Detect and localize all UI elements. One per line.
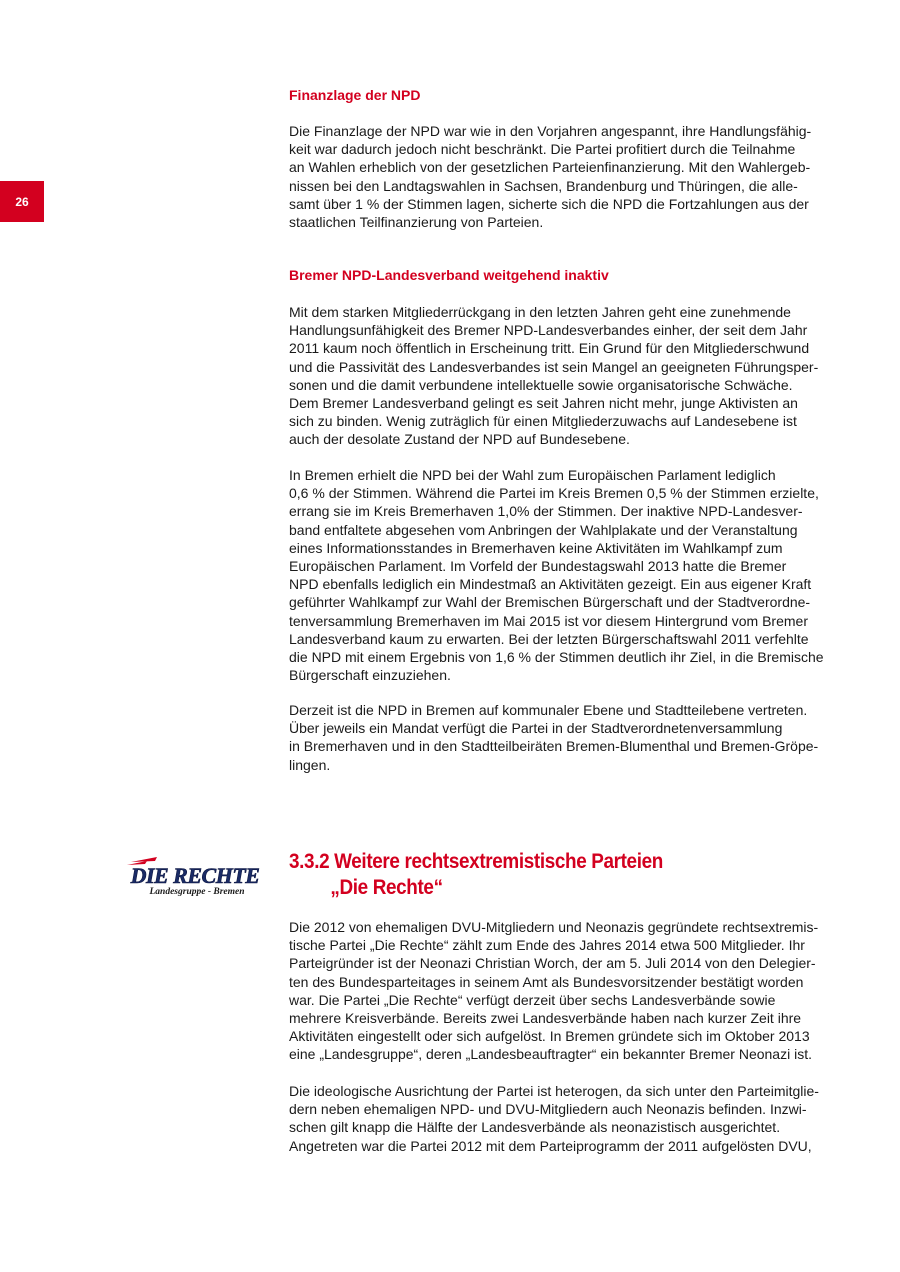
text-line: tenversammlung Bremerhaven im Mai 2015 ist vor diesem Hintergrund vom Bremer xyxy=(289,612,808,629)
logo-subtitle: Landesgruppe - Bremen xyxy=(149,887,245,897)
text-line: 0,6 % der Stimmen. Während die Partei im Kreis Bremen 0,5 % der Stimmen erzielte, xyxy=(289,485,819,502)
text-line: eine „Landesgruppe“, deren „Landesbeauftragter“ ein bekannter Bremer Neonazi ist. xyxy=(289,1046,812,1063)
text-line: errang sie im Kreis Bremerhaven 1,0% der Stimmen. Der inaktive NPD-Landesver- xyxy=(289,503,803,520)
text-line: NPD ebenfalls lediglich ein Mindestmaß an Aktivitäten gezeigt. Ein aus eigener Kraft xyxy=(289,576,812,593)
text-line: in Bremerhaven und in den Stadtteilbeiräten Bremen-Blumenthal und Bremen-Gröpe- xyxy=(289,738,819,755)
section-subtitle: „Die Rechte“ xyxy=(330,876,443,899)
text-line: tische Partei „Die Rechte“ zählt zum Ende des Jahres 2014 etwa 500 Mitglieder. Ihr xyxy=(289,937,805,954)
text-line: keit war dadurch jedoch nicht beschränkt. Die Partei profitiert durch die Teilnahme xyxy=(289,141,796,158)
text-line: Europäischen Parlament. Im Vorfeld der Bundestagswahl 2013 hatte die Bremer xyxy=(289,558,787,575)
text-line: nissen bei den Landtagswahlen in Sachsen, Brandenburg und Thüringen, die alle- xyxy=(289,177,798,194)
logo-title: DIE RECHTE xyxy=(130,863,260,888)
text-line: geführter Wahlkampf zur Wahl der Bremischen Bürgerschaft und der Stadtverordne- xyxy=(289,594,811,611)
text-line: die NPD mit einem Ergebnis von 1,6 % der Stimmen deutlich ihr Ziel, in die Bremische xyxy=(289,649,824,666)
text-line: Die 2012 von ehemaligen DVU-Mitgliedern und Neonazis gegründete rechtsextremis- xyxy=(289,919,819,935)
text-line: Dem Bremer Landesverband gelingt es seit Jahren nicht mehr, junge Aktivisten an xyxy=(289,395,798,412)
heading-bremer-npd: Bremer NPD-Landesverband weitgehend inaktiv xyxy=(289,267,609,283)
page-number: 26 xyxy=(15,194,29,209)
text-line: samt über 1 % der Stimmen lagen, sicherte sich die NPD die Fortzahlungen aus der xyxy=(289,195,809,212)
text-line: lingen. xyxy=(289,756,331,773)
section-title-weitere-parteien xyxy=(289,849,663,901)
paragraph-finanzlage xyxy=(289,122,849,231)
text-line: band entfaltete abgesehen vom Anbringen der Wahlplakate und der Veranstaltung xyxy=(289,521,798,538)
paragraph-die-rechte-1 xyxy=(289,918,849,1064)
die-rechte-logo xyxy=(117,856,273,898)
text-line: mehrere Kreisverbände. Bereits zwei Landesverbände haben nach kurzer Zeit ihre xyxy=(289,1010,802,1027)
text-line: dern neben ehemaligen NPD- und DVU-Mitgliedern auch Neonazis befinden. Inzwi- xyxy=(289,1101,807,1118)
text-line: Angetreten war die Partei 2012 mit dem Parteiprogramm der 2011 aufgelösten DVU, xyxy=(289,1137,812,1154)
text-line: Die ideologische Ausrichtung der Partei ist heterogen, da sich unter den Parteimitglie- xyxy=(289,1083,819,1099)
section-number: 3.3.2 xyxy=(289,850,330,873)
paragraph-bremer-npd-1 xyxy=(289,303,849,449)
text-line: Derzeit ist die NPD in Bremen auf kommunaler Ebene und Stadtteilebene vertreten. xyxy=(289,702,808,718)
text-line: eines Informationsstandes in Bremerhaven keine Aktivitäten im Wahlkampf zum xyxy=(289,539,783,556)
text-line: auch der desolate Zustand der NPD auf Bundesebene. xyxy=(289,431,630,448)
text-line: Landesverband kaum zu erwarten. Bei der letzten Bürgerschaftswahl 2011 verfehlte xyxy=(289,630,809,647)
text-line: Bürgerschaft einzuziehen. xyxy=(289,667,451,684)
page-number-tab xyxy=(0,181,44,222)
text-line: Aktivitäten eingestellt oder sich aufgelöst. In Bremen gründete sich im Oktober 2013 xyxy=(289,1028,810,1045)
text-line: an Wahlen erheblich von der gesetzlichen Parteienfinanzierung. Mit den Wahlergeb- xyxy=(289,159,811,176)
logo-swoosh-red xyxy=(131,857,157,862)
text-line: 2011 kaum noch öffentlich in Erscheinung tritt. Ein Grund für den Mitgliederschwund xyxy=(289,340,810,357)
text-line: sich zu binden. Wenig zuträglich für einen Mitgliederzuwachs auf Landesebene ist xyxy=(289,413,797,430)
text-line: und die Passivität des Landesverbandes ist sein Mangel an geeigneten Führungsper- xyxy=(289,358,819,375)
text-line: schen gilt knapp die Hälfte der Landesverbände als neonazistisch ausgerichtet. xyxy=(289,1119,781,1136)
text-line: In Bremen erhielt die NPD bei der Wahl zum Europäischen Parlament lediglich xyxy=(289,467,776,483)
text-line: war. Die Partei „Die Rechte“ verfügt derzeit über sechs Landesverbände sowie xyxy=(289,991,776,1008)
paragraph-die-rechte-2 xyxy=(289,1082,849,1155)
text-line: Über jeweils ein Mandat verfügt die Partei in der Stadtverordnetenversammlung xyxy=(289,720,783,737)
text-line: Mit dem starken Mitgliederrückgang in den letzten Jahren geht eine zunehmende xyxy=(289,304,791,320)
die-rechte-logo-graphic xyxy=(117,856,273,898)
paragraph-bremer-npd-3 xyxy=(289,701,849,774)
text-line: staatlichen Teilfinanzierung von Parteien. xyxy=(289,214,544,231)
text-line: sonen und die damit verbundene intellektuelle sowie organisatorische Schwäche. xyxy=(289,376,793,393)
paragraph-bremer-npd-2 xyxy=(289,466,849,684)
section-title-text: Weitere rechtsextremistische Parteien xyxy=(334,850,663,873)
heading-finanzlage: Finanzlage der NPD xyxy=(289,87,421,103)
text-line: Parteigründer ist der Neonazi Christian Worch, der am 5. Juli 2014 von den Delegier- xyxy=(289,955,816,972)
text-line: ten des Bundesparteitages in seinem Amt als Bundesvorsitzender bestätigt worden xyxy=(289,973,804,990)
text-line: Handlungsunfähigkeit des Bremer NPD-Landesverbandes einher, der seit dem Jahr xyxy=(289,322,808,339)
text-line: Die Finanzlage der NPD war wie in den Vorjahren angespannt, ihre Handlungsfähig- xyxy=(289,123,812,139)
